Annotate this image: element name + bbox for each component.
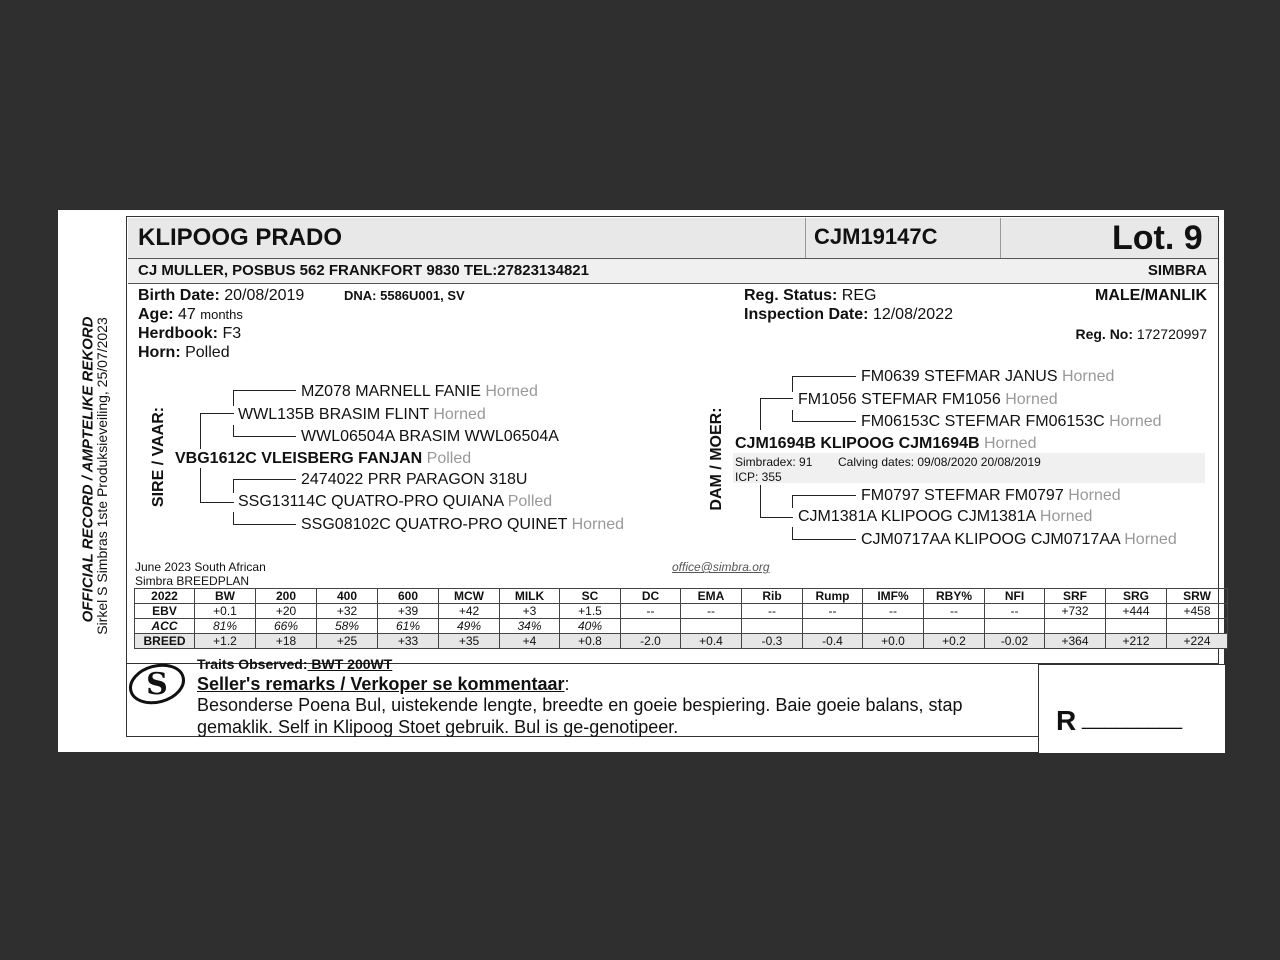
registration-id: CJM19147C	[814, 224, 938, 249]
table-cell: 40%	[560, 619, 621, 634]
table-cell: -0.4	[803, 634, 863, 649]
table-cell: 61%	[378, 619, 439, 634]
table-cell: -0.3	[742, 634, 803, 649]
table-cell: +18	[256, 634, 317, 649]
table-cell: SRW	[1167, 589, 1228, 604]
title-separator	[1000, 218, 1001, 258]
sire-dam-dam: SSG08102C QUATRO-PRO QUINET Horned	[301, 516, 625, 533]
breed-name: SIMBRA	[1147, 262, 1207, 279]
pedigree-line	[792, 495, 856, 496]
birth-date: Birth Date: 20/08/2019	[138, 287, 305, 304]
sex: MALE/MANLIK	[1095, 287, 1207, 304]
table-cell: --	[681, 604, 742, 619]
table-cell: +42	[439, 604, 500, 619]
dam-dam-dam: CJM0717AA KLIPOOG CJM0717AA Horned	[861, 531, 1177, 548]
pedigree-line	[233, 479, 234, 493]
svg-text:S: S	[146, 667, 168, 702]
sire-sire-dam: WWL06504A BRASIM WWL06504A	[301, 428, 559, 445]
dam-sire-sire: FM0639 STEFMAR JANUS Horned	[861, 368, 1115, 385]
table-cell	[1167, 619, 1228, 634]
table-cell: 200	[256, 589, 317, 604]
table-cell: +0.8	[560, 634, 621, 649]
table-cell	[1045, 619, 1106, 634]
table-cell: +0.0	[863, 634, 924, 649]
table-cell: DC	[621, 589, 681, 604]
pedigree-line	[233, 436, 296, 437]
table-row-label: ACC	[135, 619, 195, 634]
table-cell: SC	[560, 589, 621, 604]
pedigree-line	[233, 390, 296, 391]
table-cell	[803, 619, 863, 634]
table-cell: MCW	[439, 589, 500, 604]
table-cell: +33	[378, 634, 439, 649]
table-cell: Rib	[742, 589, 803, 604]
table-cell: +364	[1045, 634, 1106, 649]
table-cell: --	[742, 604, 803, 619]
dam-name: CJM1694B KLIPOOG CJM1694B Horned	[735, 435, 1037, 452]
price-blank[interactable]: _________	[1082, 708, 1183, 730]
pedigree-line	[792, 421, 856, 422]
sire-sire: WWL135B BRASIM FLINT Horned	[238, 406, 486, 423]
table-cell: +732	[1045, 604, 1106, 619]
remarks-line2: gemaklik. Self in Klipoog Stoet gebruik. Bul is ge-genotipeer.	[197, 717, 679, 737]
reg-status: Reg. Status: REG	[744, 287, 877, 304]
pedigree-line	[233, 479, 296, 480]
remarks-title: Seller's remarks / Verkoper se kommentaar:	[197, 674, 570, 694]
title-separator	[805, 218, 806, 258]
dam-dam-sire: FM0797 STEFMAR FM0797 Horned	[861, 487, 1121, 504]
table-cell: RBY%	[924, 589, 985, 604]
email-link[interactable]: office@simbra.org	[672, 560, 770, 574]
pedigree-line	[200, 502, 234, 503]
remarks-line1: Besonderse Poena Bul, uistekende lengte, breedte en goeie bespiering. Baie goeie balans, stap	[197, 695, 963, 715]
pedigree-line	[233, 390, 234, 406]
table-cell: +32	[317, 604, 378, 619]
table-cell	[863, 619, 924, 634]
table-cell	[985, 619, 1045, 634]
table-header-row	[135, 589, 1228, 604]
pedigree-line	[792, 376, 856, 377]
table-cell: -0.02	[985, 634, 1045, 649]
reg-number: Reg. No: 172720997	[1075, 326, 1207, 342]
table-cell	[924, 619, 985, 634]
price-currency: R	[1056, 705, 1077, 736]
table-cell: 66%	[256, 619, 317, 634]
pedigree-line	[200, 413, 234, 414]
table-cell	[1106, 619, 1167, 634]
table-cell: +212	[1106, 634, 1167, 649]
table-cell: EMA	[681, 589, 742, 604]
traits-observed: Traits Observed: BWT 200WT	[197, 656, 393, 672]
horn-status: Horn: Polled	[138, 344, 230, 361]
dam-label: DAM / MOER:	[708, 407, 725, 511]
table-cell: +39	[378, 604, 439, 619]
table-row-breed	[135, 634, 1228, 649]
table-cell: SRG	[1106, 589, 1167, 604]
pedigree-line	[233, 512, 234, 524]
pedigree-line	[792, 527, 793, 539]
lot-number: Lot. 9	[1112, 219, 1203, 257]
table-row-ebv	[135, 604, 1228, 619]
dam-dam: CJM1381A KLIPOOG CJM1381A Horned	[798, 508, 1093, 525]
table-cell: --	[985, 604, 1045, 619]
dam-calving-dates: Calving dates: 09/08/2020 20/08/2019	[838, 455, 1041, 469]
table-cell: --	[863, 604, 924, 619]
table-cell: 34%	[500, 619, 560, 634]
table-cell: --	[803, 604, 863, 619]
pedigree-line	[200, 468, 201, 502]
table-cell: 49%	[439, 619, 500, 634]
breedplan-title-line1: June 2023 South African	[135, 560, 266, 574]
official-record-label: OFFICIAL RECORD / AMPTELIKE REKORD	[79, 316, 97, 623]
table-cell: +224	[1167, 634, 1228, 649]
table-row-acc	[135, 619, 1228, 634]
owner-details: CJ MULLER, POSBUS 562 FRANKFORT 9830 TEL:27823134821	[138, 262, 589, 279]
sire-sire-sire: MZ078 MARNELL FANIE Horned	[301, 383, 538, 400]
animal-name: KLIPOOG PRADO	[138, 224, 343, 251]
table-cell: 600	[378, 589, 439, 604]
table-cell: 58%	[317, 619, 378, 634]
table-cell: MILK	[500, 589, 560, 604]
table-cell: +35	[439, 634, 500, 649]
dam-sire: FM1056 STEFMAR FM1056 Horned	[798, 391, 1058, 408]
table-cell: Rump	[803, 589, 863, 604]
simbra-logo-icon	[127, 660, 187, 710]
pedigree-line	[760, 517, 793, 518]
pedigree-line	[760, 398, 793, 399]
dam-simbradex: Simbradex: 91	[735, 455, 813, 469]
table-cell: +3	[500, 604, 560, 619]
pedigree-line	[792, 376, 793, 392]
sire-label: SIRE / VAAR:	[150, 406, 167, 508]
pedigree-line	[760, 398, 761, 430]
table-cell: --	[924, 604, 985, 619]
table-cell: +444	[1106, 604, 1167, 619]
breedplan-table	[134, 588, 1228, 649]
breedplan-title-line2: Simbra BREEDPLAN	[135, 574, 250, 588]
sire-dam-sire: 2474022 PRR PARAGON 318U	[301, 471, 528, 488]
table-cell: -2.0	[621, 634, 681, 649]
pedigree-line	[200, 413, 201, 449]
table-row-label: BREED	[135, 634, 195, 649]
table-cell: SRF	[1045, 589, 1106, 604]
dam-icp: ICP: 355	[735, 470, 782, 484]
pedigree-line	[792, 539, 856, 540]
dna: DNA: 5586U001, SV	[344, 288, 465, 303]
pedigree-line	[792, 495, 793, 508]
age: Age: 47 months	[138, 306, 243, 323]
table-cell: +0.4	[681, 634, 742, 649]
herdbook: Herdbook: F3	[138, 325, 242, 342]
table-cell: 81%	[195, 619, 256, 634]
dam-sire-dam: FM06153C STEFMAR FM06153C Horned	[861, 413, 1162, 430]
table-cell: +4	[500, 634, 560, 649]
table-cell: +0.2	[924, 634, 985, 649]
table-cell: +20	[256, 604, 317, 619]
table-cell: NFI	[985, 589, 1045, 604]
pedigree-line	[233, 524, 296, 525]
table-cell: +1.5	[560, 604, 621, 619]
table-row-label: 2022	[135, 589, 195, 604]
table-cell	[681, 619, 742, 634]
table-cell	[621, 619, 681, 634]
table-cell	[742, 619, 803, 634]
pedigree-line	[760, 485, 761, 517]
table-cell: IMF%	[863, 589, 924, 604]
table-cell: +0.1	[195, 604, 256, 619]
inspection-date: Inspection Date: 12/08/2022	[744, 306, 953, 323]
table-cell: --	[621, 604, 681, 619]
sire-name: VBG1612C VLEISBERG FANJAN Polled	[175, 450, 472, 467]
table-row-label: EBV	[135, 604, 195, 619]
table-cell: +25	[317, 634, 378, 649]
sire-dam: SSG13114C QUATRO-PRO QUIANA Polled	[238, 493, 553, 510]
table-cell: 400	[317, 589, 378, 604]
table-cell: +1.2	[195, 634, 256, 649]
table-cell: +458	[1167, 604, 1228, 619]
table-cell: BW	[195, 589, 256, 604]
sale-label: Sirkel S Simbras 1ste Produksieveiling, 25/07/2023	[94, 317, 110, 635]
